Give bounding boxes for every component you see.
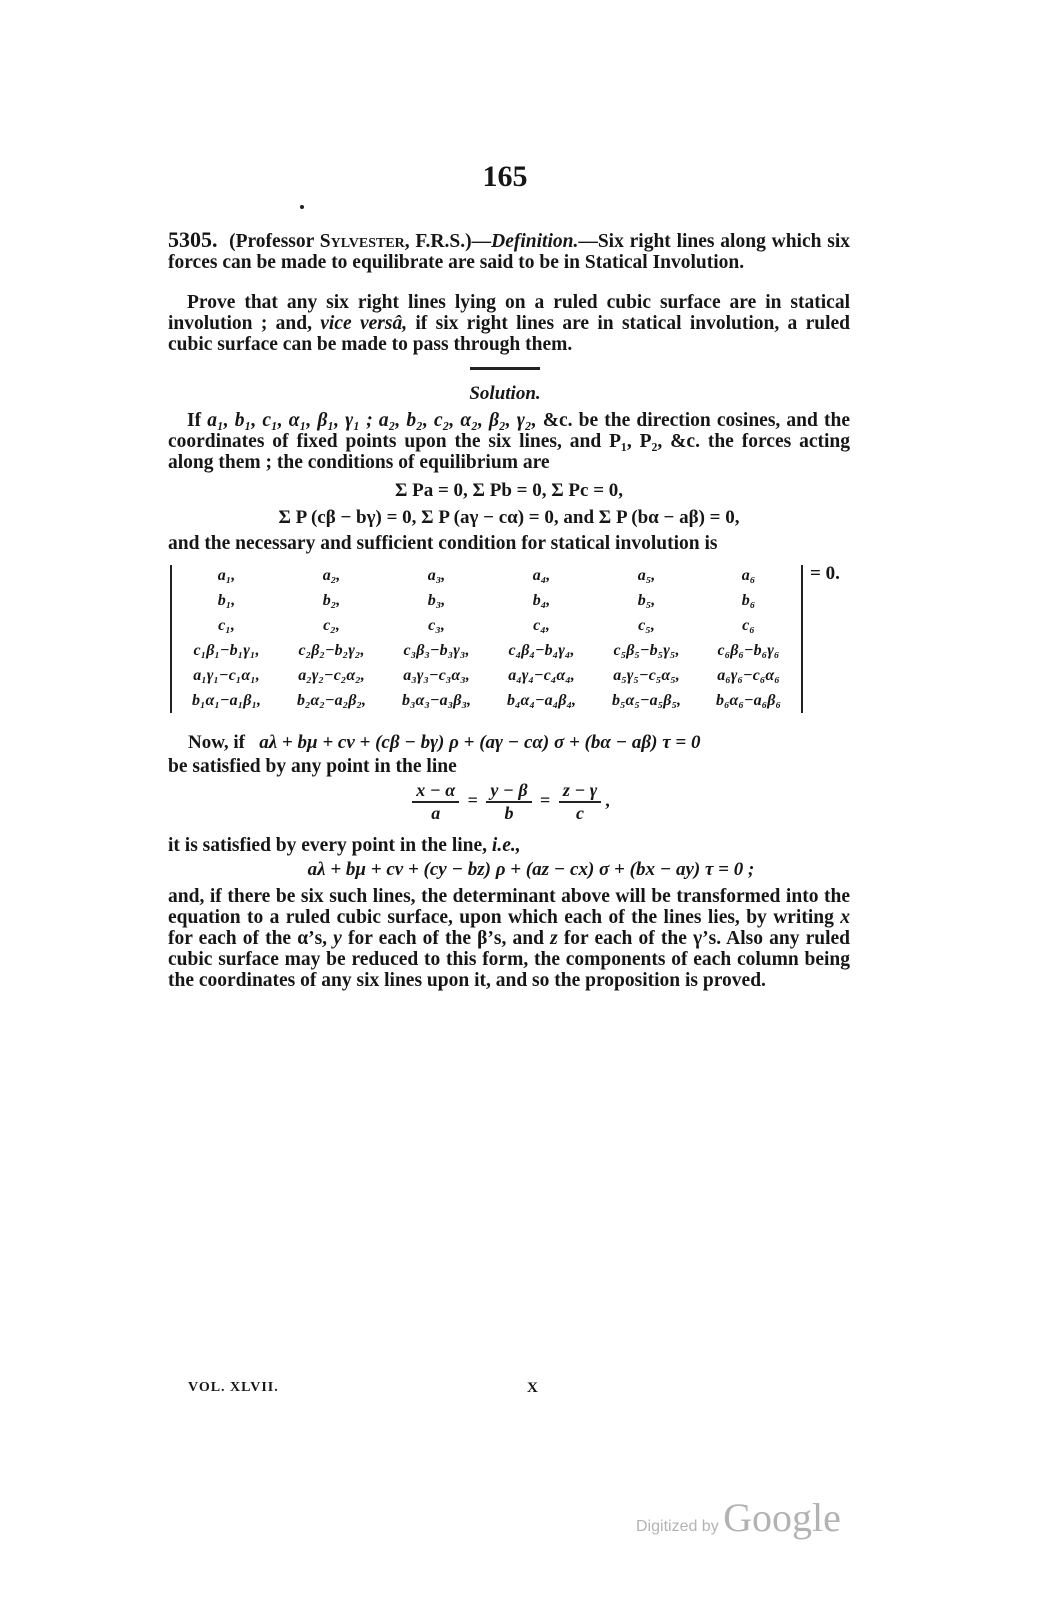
ie: i.e., xyxy=(491,835,521,856)
frac-den: c xyxy=(576,803,585,823)
now-if: Now, if xyxy=(188,732,245,753)
every-point: it is satisfied by every point in the line, xyxy=(168,835,492,856)
definition-text: —Six right lines along which six forces can be made to equilibrate are said to be in Statical Involution. xyxy=(168,231,851,273)
det-cell: c₅, xyxy=(638,616,655,634)
det-cell: c₅β₅−b₅γ₅, xyxy=(613,641,680,659)
det-cell: a₂, xyxy=(322,566,341,584)
fraction-z xyxy=(559,780,601,824)
var-x: x xyxy=(840,907,850,928)
section-divider xyxy=(470,367,540,370)
line-equation xyxy=(168,780,850,824)
volume-label: VOL. XLVII. xyxy=(188,1380,279,1395)
det-cell: c₂, xyxy=(323,616,340,634)
definition-label: Definition. xyxy=(491,231,579,252)
ink-dot xyxy=(300,205,304,209)
now-eq: aλ + bμ + cν + (cβ − bγ) ρ + (aγ − cα) σ + (bα − aβ) τ = 0 xyxy=(259,732,701,753)
intro-2: &c. be the direction cosines, and the coordinates of fixed points upon the six lines, and P₁, P₂, &c. the forces acting along them ; the conditions of equilibrium are xyxy=(168,410,850,473)
det-cell: c₄β₄−b₄γ₄, xyxy=(508,641,575,659)
det-cell: c₆β₆−b₆γ₆ xyxy=(717,641,780,659)
det-cell: c₁, xyxy=(218,616,235,634)
det-cell: b₆ xyxy=(741,591,756,609)
solution-title: Solution. xyxy=(469,383,541,404)
det-cell: b₅, xyxy=(637,591,656,609)
digitized-watermark xyxy=(636,1494,841,1541)
det-row xyxy=(174,688,798,713)
equals-sign: = xyxy=(540,790,551,811)
det-cell: a₅, xyxy=(637,566,656,584)
det-cell: a₆γ₆−c₆α₆ xyxy=(717,666,780,684)
solution-intro xyxy=(168,410,850,473)
final-3: for each of the β’s, and xyxy=(341,928,551,949)
det-cell: c₃β₃−b₃γ₃, xyxy=(403,641,470,659)
determinant-equals: = 0. xyxy=(810,563,840,584)
det-cell: a₃, xyxy=(427,566,446,584)
det-cell: c₁β₁−b₁γ₁, xyxy=(193,641,260,659)
det-row xyxy=(174,563,798,588)
det-row xyxy=(174,613,798,638)
det-row xyxy=(174,663,798,688)
det-cell: b₅α₅−a₅β₅, xyxy=(611,691,682,709)
author-rest: , F.R.S.)— xyxy=(404,231,492,252)
det-cell: c₃, xyxy=(428,616,445,634)
det-cell: b₁, xyxy=(217,591,236,609)
final-1: and, if there be six such lines, the determinant above will be transformed into the equation to a ruled cubic surface, upon which each of the lines lies, by writing xyxy=(168,886,850,928)
problem-number: 5305. xyxy=(168,227,218,252)
det-cell: a₂γ₂−c₂α₂, xyxy=(298,666,365,684)
det-cell: c₄, xyxy=(533,616,550,634)
frac-den: a xyxy=(431,803,441,823)
watermark-prefix: Digitized by xyxy=(636,1518,724,1535)
frac-num: x − α xyxy=(412,780,459,803)
frac-den: b xyxy=(504,803,514,823)
det-cell: b₂, xyxy=(322,591,341,609)
det-row xyxy=(174,638,798,663)
condition-text: and the necessary and sufficient condition for statical involution is xyxy=(168,533,718,554)
determinant-right-bar xyxy=(801,565,803,713)
var-y: y xyxy=(333,928,342,949)
det-row xyxy=(174,588,798,613)
frac-num: z − γ xyxy=(559,780,601,803)
vice-versa: vice versâ, xyxy=(320,313,408,334)
equilibrium-eq-2: Σ P (cβ − bγ) = 0, Σ P (aγ − cα) = 0, and Σ P (bα − aβ) = 0, xyxy=(278,507,740,528)
determinant xyxy=(174,563,798,713)
google-logo: Google xyxy=(723,1495,841,1540)
every-point-text xyxy=(168,835,850,856)
det-cell: b₄α₄−a₄β₄, xyxy=(506,691,577,709)
signature-mark: X xyxy=(527,1380,538,1396)
author-name: Sylvester xyxy=(319,231,405,252)
det-cell: b₆α₆−a₆β₆ xyxy=(715,691,782,709)
det-cell: b₃α₃−a₃β₃, xyxy=(401,691,472,709)
det-cell: a₃γ₃−c₃α₃, xyxy=(403,666,470,684)
final-4: for each of the γ’s. Also any ruled cubic surface may be reduced to this form, the components of each column being the coordinates of any six lines upon it, and so the proposition is proved. xyxy=(168,928,850,991)
problem-statement xyxy=(168,229,850,273)
final-2: for each of the α’s, xyxy=(168,928,334,949)
det-cell: b₂α₂−a₂β₂, xyxy=(296,691,367,709)
det-cell: b₁α₁−a₁β₁, xyxy=(191,691,262,709)
prove-text-1: Prove that any six right lines lying on a ruled cubic surface are in statical involution ; and, xyxy=(168,292,850,334)
fraction-x xyxy=(412,780,459,824)
satisfied-text: be satisfied by any point in the line xyxy=(168,756,457,777)
determinant-left-bar xyxy=(170,565,172,713)
det-cell: a₆ xyxy=(741,566,756,584)
frac-num: y − β xyxy=(486,780,531,803)
det-cell: c₆ xyxy=(742,616,755,634)
var-z: z xyxy=(550,928,558,949)
det-cell: c₂β₂−b₂γ₂, xyxy=(298,641,365,659)
eq-3-text: aλ + bμ + cν + (cy − bz) ρ + (az − cx) σ + (bx − ay) τ = 0 ; xyxy=(307,859,755,880)
prove-text-2: if six right lines are in statical involution, a ruled cubic surface can be made to pass through them. xyxy=(168,313,851,355)
det-cell: a₁γ₁−c₁α₁, xyxy=(193,666,260,684)
det-cell: a₁, xyxy=(217,566,236,584)
det-cell: a₄, xyxy=(532,566,551,584)
equilibrium-eq-1: Σ Pa = 0, Σ Pb = 0, Σ Pc = 0, xyxy=(394,480,624,501)
equation-3 xyxy=(168,859,850,881)
fraction-y xyxy=(486,780,531,824)
equals-sign: = xyxy=(467,790,478,811)
det-cell: a₅γ₅−c₅α₅, xyxy=(613,666,680,684)
final-paragraph xyxy=(168,886,850,991)
det-cell: b₄, xyxy=(532,591,551,609)
intro-symbols: a₁, b₁, c₁, α₁, β₁, γ₁ ; a₂, b₂, c₂, α₂, β₂, γ₂, xyxy=(207,410,537,431)
det-cell: b₃, xyxy=(427,591,446,609)
author-open: (Professor xyxy=(229,231,320,252)
problem-prove xyxy=(168,292,850,355)
intro-1: If xyxy=(187,410,208,431)
det-cell: a₄γ₄−c₄α₄, xyxy=(508,666,575,684)
line-eq-comma: , xyxy=(605,790,610,811)
now-if-line xyxy=(168,732,850,754)
page-number: 165 xyxy=(482,160,528,193)
